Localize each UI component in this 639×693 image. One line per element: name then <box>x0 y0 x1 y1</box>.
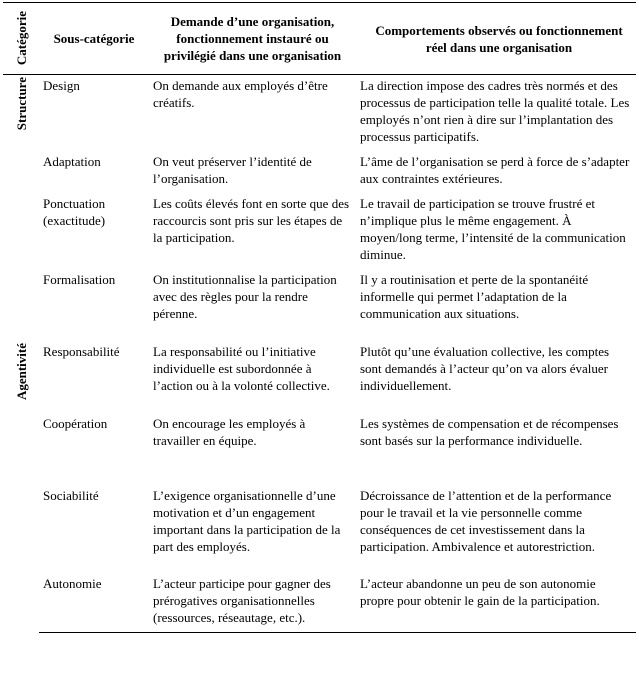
table-row <box>3 193 636 269</box>
row-demand: On institutionnalise la participation avec des règles pour la rendre pérenne. <box>153 272 337 321</box>
group-structure <box>3 75 39 342</box>
row-subcategory: Coopération <box>43 416 108 431</box>
row-subcategory: Autonomie <box>39 573 149 633</box>
table-row <box>3 341 636 413</box>
row-demand: La responsabilité ou l’initiative individuelle est subordonnée à l’action ou à la volonté collective. <box>153 344 330 393</box>
row-observed: Le travail de participation se trouve frustré et n’implique plus le même engagement. À moyen/long terme, l’intensité de la communication diminue. <box>360 196 626 262</box>
row-demand: On encourage les employés à travailler en équipe. <box>153 416 306 448</box>
row-subcategory: Design <box>43 78 80 93</box>
table-row <box>3 75 636 152</box>
group-agentivite-label: Agentivité <box>13 343 29 401</box>
row-demand: On demande aux employés d’être créatifs. <box>153 78 328 110</box>
group-agentivite <box>3 341 39 633</box>
row-subcategory: Adaptation <box>43 154 101 169</box>
row-demand: On veut préserver l’identité de l’organisation. <box>153 154 312 186</box>
row-observed: Il y a routinisation et perte de la spontanéité informelle qui permet l’adaptation de la communication aux situations. <box>360 272 589 321</box>
header-demand: Demande d’une organisation, fonctionnement instauré ou privilégié dans une organisation <box>149 3 356 75</box>
row-observed: L’âme de l’organisation se perd à force de s’adapter aux contraintes extérieures. <box>360 154 630 186</box>
group-structure-label: Structure <box>13 77 29 131</box>
table-row <box>3 485 636 573</box>
row-observed: L’acteur abandonne un peu de son autonomie propre pour obtenir le gain de la participation. <box>356 573 636 633</box>
row-subcategory: Sociabilité <box>43 488 99 503</box>
table-header-row <box>3 3 636 75</box>
header-observed: Comportements observés ou fonctionnement réel dans une organisation <box>356 3 636 75</box>
row-subcategory: Formalisation <box>43 272 116 287</box>
row-observed: Décroissance de l’attention et de la performance pour le travail et la vie personnelle comme conséquences de cet investissement dans la participation. Ambivalence et autorestriction. <box>360 488 612 554</box>
header-category <box>3 3 39 75</box>
row-demand: Les coûts élevés font en sorte que des raccourcis sont pris sur les étapes de la participation. <box>153 196 350 245</box>
table-row <box>3 269 636 341</box>
row-observed: La direction impose des cadres très normés et des processus de participation telle la qualité totale. Les employés n’ont rien à dire sur l’implantation des processus participatifs. <box>360 78 630 144</box>
table-row <box>3 151 636 193</box>
header-category-label: Catégorie <box>13 11 29 66</box>
row-observed: Les systèmes de compensation et de récompenses sont basés sur la performance individuelle. <box>360 416 619 448</box>
table-row <box>3 573 636 633</box>
row-observed: Plutôt qu’une évaluation collective, les comptes sont demandés à l’acteur qu’on va alors évaluer individuellement. <box>360 344 610 393</box>
row-subcategory: Responsabilité <box>43 344 120 359</box>
row-demand: L’acteur participe pour gagner des prérogatives organisationnelles (ressources, réseautage, etc.). <box>149 573 356 633</box>
header-subcategory: Sous-catégorie <box>39 3 149 75</box>
participation-table <box>3 2 636 633</box>
row-subcategory: Ponctuation (exactitude) <box>43 196 106 228</box>
table-row <box>3 413 636 485</box>
row-demand: L’exigence organisationnelle d’une motivation et d’un engagement important dans la participation de la part des employés. <box>153 488 341 554</box>
